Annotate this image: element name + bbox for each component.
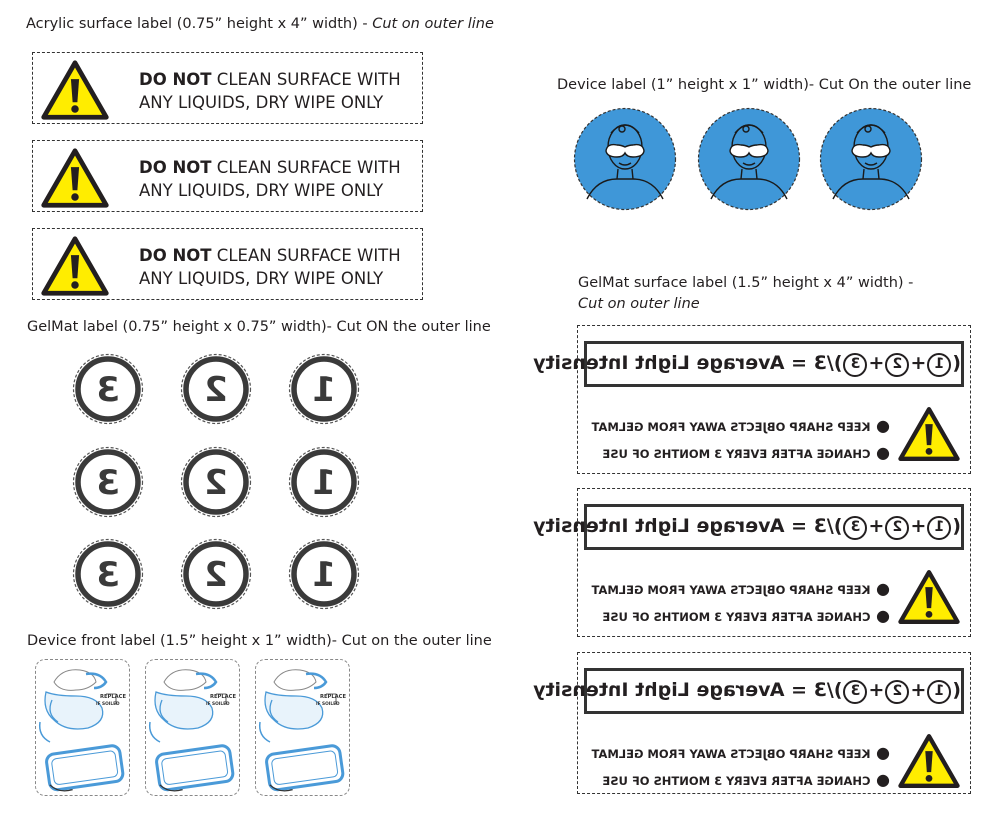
circled-2: 2 (885, 680, 909, 704)
circled-1: 1 (927, 516, 951, 540)
warning-change-interval: CHANGE AFTER EVERY 3 MONTHS OF USE (602, 447, 871, 461)
gelmat-surface-label (533, 488, 971, 637)
device-label-section-title: Device label (1” height x 1” width)- Cut On the outer line (557, 77, 972, 93)
gelmat-number: 3 (96, 555, 120, 595)
device-illustration (256, 660, 351, 797)
label-line1: CLEAN SURFACE WITH (211, 158, 401, 177)
label-line2: ANY LIQUIDS, DRY WIPE ONLY (139, 269, 384, 288)
gelmat-number: 3 (96, 463, 120, 503)
device-front-label (145, 659, 240, 796)
gelmat-number-circle (288, 538, 360, 614)
do-not-text: DO NOT (139, 70, 212, 89)
label-line2: ANY LIQUIDS, DRY WIPE ONLY (139, 181, 384, 200)
label-line1: CLEAN SURFACE WITH (211, 246, 401, 265)
acrylic-label-text (139, 156, 401, 202)
warning-triangle-icon (41, 148, 109, 208)
warning-triangle-icon (898, 406, 960, 462)
gelmat-surface-label (533, 652, 971, 794)
gelmat-number: 3 (96, 370, 120, 410)
acrylic-label-text (139, 68, 401, 114)
circled-3: 3 (843, 516, 867, 540)
if-soiled-text: IF SOILED (206, 702, 230, 707)
light-intensity-formula: (1+2+3)/3 = Average Light Intensity (587, 679, 961, 704)
warning-change-interval: CHANGE AFTER EVERY 3 MONTHS OF USE (602, 774, 871, 788)
device-illustration (36, 660, 131, 797)
circled-2: 2 (885, 516, 909, 540)
gelmat-number-circle (180, 353, 252, 429)
gelmat-number-circle (180, 538, 252, 614)
formula-box (533, 504, 964, 550)
label-line1: CLEAN SURFACE WITH (211, 70, 401, 89)
gelmat-surface-label (533, 325, 971, 474)
gelmat-number-circle (288, 353, 360, 429)
gelmat-number: 1 (312, 463, 336, 503)
acrylic-label (32, 140, 423, 212)
gelmat-warnings: ● KEEP SHARP OBJECTS AWAY FROM GELMAT ● CHANGE AFTER EVERY 3 MONTHS OF USE (591, 743, 890, 789)
circled-1: 1 (927, 680, 951, 704)
circled-1: 1 (927, 353, 951, 377)
formula-box (533, 341, 964, 387)
gelmat-number-circle (72, 538, 144, 614)
acrylic-label (32, 52, 423, 124)
light-intensity-formula: (1+2+3)/3 = Average Light Intensity (587, 352, 961, 377)
gelmat-number-circle (288, 446, 360, 522)
device-label-circle (573, 107, 677, 215)
warning-change-interval: CHANGE AFTER EVERY 3 MONTHS OF USE (602, 610, 871, 624)
replace-text: REPLACE (100, 694, 127, 700)
warning-triangle-icon (898, 569, 960, 625)
device-label-circle (697, 107, 801, 215)
gelmat-number: 1 (312, 555, 336, 595)
replace-text: REPLACE (210, 694, 237, 700)
circled-2: 2 (885, 353, 909, 377)
if-soiled-text: IF SOILED (316, 702, 340, 707)
do-not-text: DO NOT (139, 158, 212, 177)
gelmat-number: 2 (204, 555, 228, 595)
gelmat-number-circle (72, 353, 144, 429)
gelmat-number-circle (72, 446, 144, 522)
circled-3: 3 (843, 680, 867, 704)
warning-sharp-objects: KEEP SHARP OBJECTS AWAY FROM GELMAT (591, 583, 871, 597)
formula-box (533, 668, 964, 714)
warning-sharp-objects: KEEP SHARP OBJECTS AWAY FROM GELMAT (591, 747, 871, 761)
gelmat-surface-section-title (578, 273, 913, 315)
gelmat-number: 2 (204, 370, 228, 410)
gelmat-number: 1 (312, 370, 336, 410)
if-soiled-text: IF SOILED (96, 702, 120, 707)
warning-sharp-objects: KEEP SHARP OBJECTS AWAY FROM GELMAT (591, 420, 871, 434)
acrylic-title-main: Acrylic surface label (0.75” height x 4” width) - (26, 16, 373, 32)
acrylic-section-title (26, 16, 494, 32)
gelmat-warnings: ● KEEP SHARP OBJECTS AWAY FROM GELMAT ● CHANGE AFTER EVERY 3 MONTHS OF USE (591, 579, 890, 625)
gelmat-circle-section-title: GelMat label (0.75” height x 0.75” width)- Cut ON the outer line (27, 319, 491, 335)
device-front-label (35, 659, 130, 796)
gelmat-number: 2 (204, 463, 228, 503)
device-label-circle (819, 107, 923, 215)
gelmat-surface-title-main: GelMat surface label (1.5” height x 4” width) - (578, 275, 914, 291)
acrylic-label-text (139, 244, 401, 290)
light-intensity-formula: (1+2+3)/3 = Average Light Intensity (587, 515, 961, 540)
gelmat-number-circle (180, 446, 252, 522)
circled-3: 3 (843, 353, 867, 377)
warning-triangle-icon (898, 733, 960, 789)
acrylic-label (32, 228, 423, 300)
replace-text: REPLACE (320, 694, 347, 700)
gelmat-surface-title-note: Cut on outer line (578, 296, 700, 312)
device-illustration (146, 660, 241, 797)
device-front-section-title: Device front label (1.5” height x 1” width)- Cut on the outer line (27, 633, 492, 649)
warning-triangle-icon (41, 236, 109, 296)
do-not-text: DO NOT (139, 246, 212, 265)
warning-triangle-icon (41, 60, 109, 120)
device-front-label (255, 659, 350, 796)
acrylic-title-note: Cut on outer line (372, 16, 494, 32)
label-line2: ANY LIQUIDS, DRY WIPE ONLY (139, 93, 384, 112)
gelmat-warnings: ● KEEP SHARP OBJECTS AWAY FROM GELMAT ● CHANGE AFTER EVERY 3 MONTHS OF USE (591, 416, 890, 462)
